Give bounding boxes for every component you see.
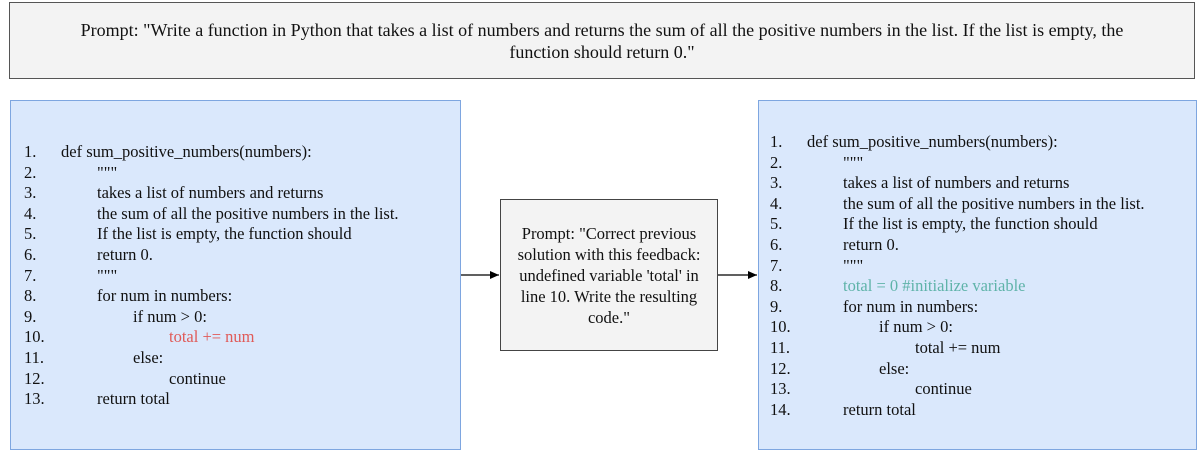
line-number: 7.	[24, 265, 37, 285]
code-text: return 0.	[843, 235, 899, 254]
code-line	[24, 307, 464, 327]
code-text: else:	[133, 348, 164, 367]
code-line	[24, 204, 464, 224]
line-number: 14.	[770, 399, 791, 419]
feedback-prompt-box	[500, 199, 718, 351]
line-number: 5.	[770, 214, 783, 234]
code-line	[770, 194, 1200, 214]
line-number: 12.	[770, 358, 791, 378]
code-text: If the list is empty, the function should	[97, 224, 352, 244]
code-line	[24, 389, 464, 409]
code-line	[24, 286, 464, 306]
code-text: """	[843, 255, 864, 275]
line-number: 2.	[770, 152, 783, 172]
code-text: def sum_positive_numbers(numbers):	[61, 142, 312, 161]
line-number: 11.	[770, 338, 791, 357]
code-line	[770, 173, 1200, 193]
code-line	[24, 266, 464, 286]
code-line	[770, 235, 1200, 255]
code-text: def sum_positive_numbers(numbers):	[807, 132, 1058, 151]
line-number: 10.	[24, 327, 45, 347]
code-line	[24, 142, 464, 162]
code-line	[770, 359, 1200, 379]
code-text: total += num	[169, 327, 255, 347]
code-text: for num in numbers:	[843, 296, 979, 316]
code-line	[770, 379, 1200, 399]
code-text: return total	[97, 389, 170, 409]
code-line	[770, 132, 1200, 152]
code-line	[770, 297, 1200, 317]
line-number: 8.	[24, 286, 37, 306]
code-text: takes a list of numbers and returns	[97, 183, 324, 203]
code-text: if num > 0:	[133, 306, 207, 326]
code-line	[24, 348, 464, 368]
code-text: """	[843, 152, 864, 172]
code-line	[24, 163, 464, 183]
code-line	[770, 338, 1200, 358]
line-number: 8.	[770, 276, 783, 296]
code-text: return total	[843, 399, 916, 419]
code-text: the sum of all the positive numbers in the list.	[843, 193, 1145, 213]
code-text: if num > 0:	[879, 317, 953, 337]
code-text: """	[97, 265, 118, 285]
code-text: total += num	[915, 338, 1001, 357]
line-number: 1.	[24, 142, 37, 161]
line-number: 3.	[770, 173, 783, 193]
line-number: 6.	[24, 245, 37, 264]
line-number: 5.	[24, 224, 37, 244]
code-text: takes a list of numbers and returns	[843, 173, 1070, 193]
code-text: else:	[879, 358, 910, 378]
code-line	[24, 369, 464, 389]
code-text: """	[97, 162, 118, 182]
code-line	[770, 256, 1200, 276]
line-number: 3.	[24, 183, 37, 203]
line-number: 2.	[24, 162, 37, 182]
code-line	[24, 224, 464, 244]
line-number: 10.	[770, 317, 791, 337]
code-line	[24, 245, 464, 265]
code-line	[770, 317, 1200, 337]
line-number: 1.	[770, 132, 783, 151]
line-number: 13.	[24, 389, 45, 409]
code-text: total = 0 #initialize variable	[843, 276, 1026, 296]
code-text: for num in numbers:	[97, 286, 233, 306]
code-line	[24, 327, 464, 347]
code-line	[770, 153, 1200, 173]
line-number: 6.	[770, 235, 783, 254]
line-number: 9.	[770, 296, 783, 316]
code-line	[770, 276, 1200, 296]
task-prompt-box	[9, 2, 1195, 79]
code-line	[770, 400, 1200, 420]
line-number: 4.	[770, 193, 783, 213]
line-number: 12.	[24, 368, 45, 388]
code-line	[770, 214, 1200, 234]
feedback-prompt-text: Prompt: "Correct previous solution with this feedback: undefined variable 'total' in line 10. Write the resulting code."	[517, 223, 701, 327]
code-text: If the list is empty, the function should	[843, 214, 1098, 234]
code-text: continue	[915, 379, 972, 399]
line-number: 13.	[770, 379, 791, 399]
code-line	[24, 183, 464, 203]
line-number: 4.	[24, 203, 37, 223]
line-number: 7.	[770, 255, 783, 275]
code-text: continue	[169, 368, 226, 388]
line-number: 11.	[24, 348, 45, 367]
line-number: 9.	[24, 306, 37, 326]
code-text: the sum of all the positive numbers in the list.	[97, 203, 399, 223]
task-prompt-text: Prompt: "Write a function in Python that takes a list of numbers and returns the sum of all the positive numbers in the list. If the list is empty, the function should return 0."	[80, 19, 1124, 62]
code-text: return 0.	[97, 245, 153, 264]
